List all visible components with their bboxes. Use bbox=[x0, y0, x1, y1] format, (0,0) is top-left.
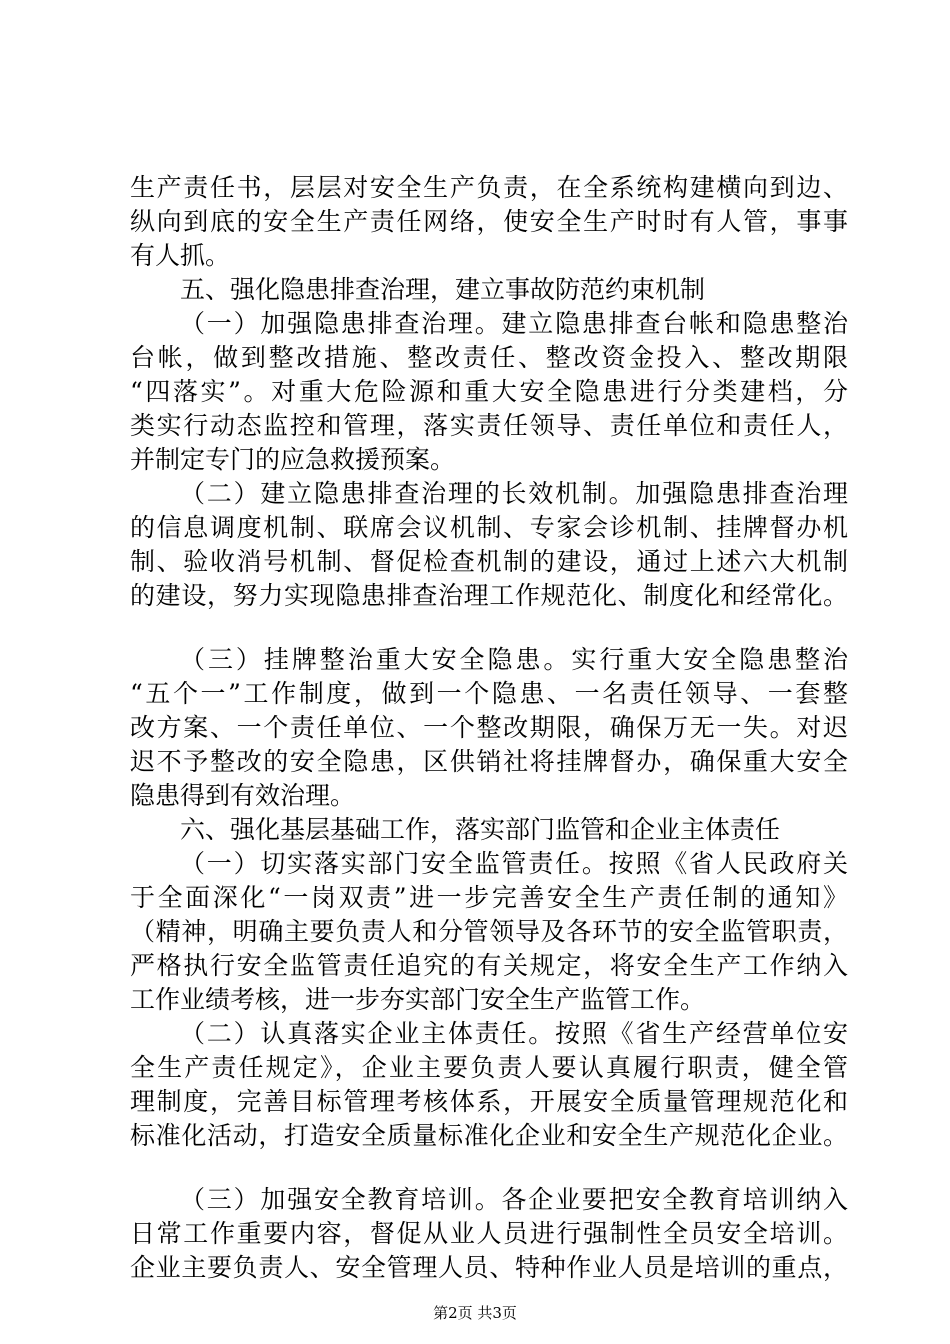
text-line: 于全面深化“一岗双责”进一步完善安全生产责任制的通知》 bbox=[130, 883, 848, 912]
text-line: 台帐，做到整改措施、整改责任、整改资金投入、整改期限 bbox=[130, 343, 848, 372]
text-line: 全生产责任规定》，企业主要负责人要认真履行职责，健全管 bbox=[130, 1053, 848, 1082]
text-line: 并制定专门的应急救援预案。 bbox=[130, 445, 456, 474]
text-line: （二）建立隐患排查治理的长效机制。加强隐患排查治理 bbox=[180, 479, 848, 508]
text-line: 制、验收消号机制、督促检查机制的建设，通过上述六大机制 bbox=[130, 547, 848, 576]
text-line: （三）挂牌整治重大安全隐患。实行重大安全隐患整治 bbox=[180, 645, 848, 674]
text-line: 严格执行安全监管责任追究的有关规定，将安全生产工作纳入 bbox=[130, 951, 848, 980]
text-line: 的信息调度机制、联席会议机制、专家会诊机制、挂牌督办机 bbox=[130, 513, 848, 542]
text-line: 生产责任书，层层对安全生产负责，在全系统构建横向到边、 bbox=[130, 173, 848, 202]
text-line: 纵向到底的安全生产责任网络，使安全生产时时有人管，事事 bbox=[130, 207, 848, 236]
text-line: 类实行动态监控和管理，落实责任领导、责任单位和责任人， bbox=[130, 411, 848, 440]
text-line: 改方案、一个责任单位、一个整改期限，确保万无一失。对迟 bbox=[130, 713, 848, 742]
text-line: 工作业绩考核，进一步夯实部门安全生产监管工作。 bbox=[130, 985, 706, 1014]
text-line: 企业主要负责人、安全管理人员、特种作业人员是培训的重点， bbox=[130, 1253, 848, 1282]
text-line: 理制度，完善目标管理考核体系，开展安全质量管理规范化和 bbox=[130, 1087, 848, 1116]
section-heading: 五、强化隐患排查治理，建立事故防范约束机制 bbox=[180, 275, 706, 304]
text-line: 有人抓。 bbox=[130, 241, 231, 270]
text-line: “五个一”工作制度，做到一个隐患、一名责任领导、一套整 bbox=[130, 679, 848, 708]
section-heading: 六、强化基层基础工作，落实部门监管和企业主体责任 bbox=[180, 815, 781, 844]
text-line: （三）加强安全教育培训。各企业要把安全教育培训纳入 bbox=[180, 1185, 848, 1214]
text-line: 迟不予整改的安全隐患，区供销社将挂牌督办，确保重大安全 bbox=[130, 747, 848, 776]
text-line: （二）认真落实企业主体责任。按照《省生产经营单位安 bbox=[180, 1019, 848, 1048]
text-line: 隐患得到有效治理。 bbox=[130, 781, 356, 810]
text-line: （一）切实落实部门安全监管责任。按照《省人民政府关 bbox=[180, 849, 848, 878]
text-line: “四落实”。对重大危险源和重大安全隐患进行分类建档，分 bbox=[130, 377, 848, 406]
text-line: 日常工作重要内容，督促从业人员进行强制性全员安全培训。 bbox=[130, 1219, 848, 1248]
text-line: 的建设，努力实现隐患排查治理工作规范化、制度化和经常化。 bbox=[130, 581, 848, 610]
text-line: （一）加强隐患排查治理。建立隐患排查台帐和隐患整治 bbox=[180, 309, 848, 338]
text-line: （精神，明确主要负责人和分管领导及各环节的安全监管职责， bbox=[130, 917, 848, 946]
page-number-footer: 第2页 共3页 bbox=[433, 1304, 517, 1322]
text-line: 标准化活动，打造安全质量标准化企业和安全生产规范化企业。 bbox=[130, 1121, 848, 1150]
